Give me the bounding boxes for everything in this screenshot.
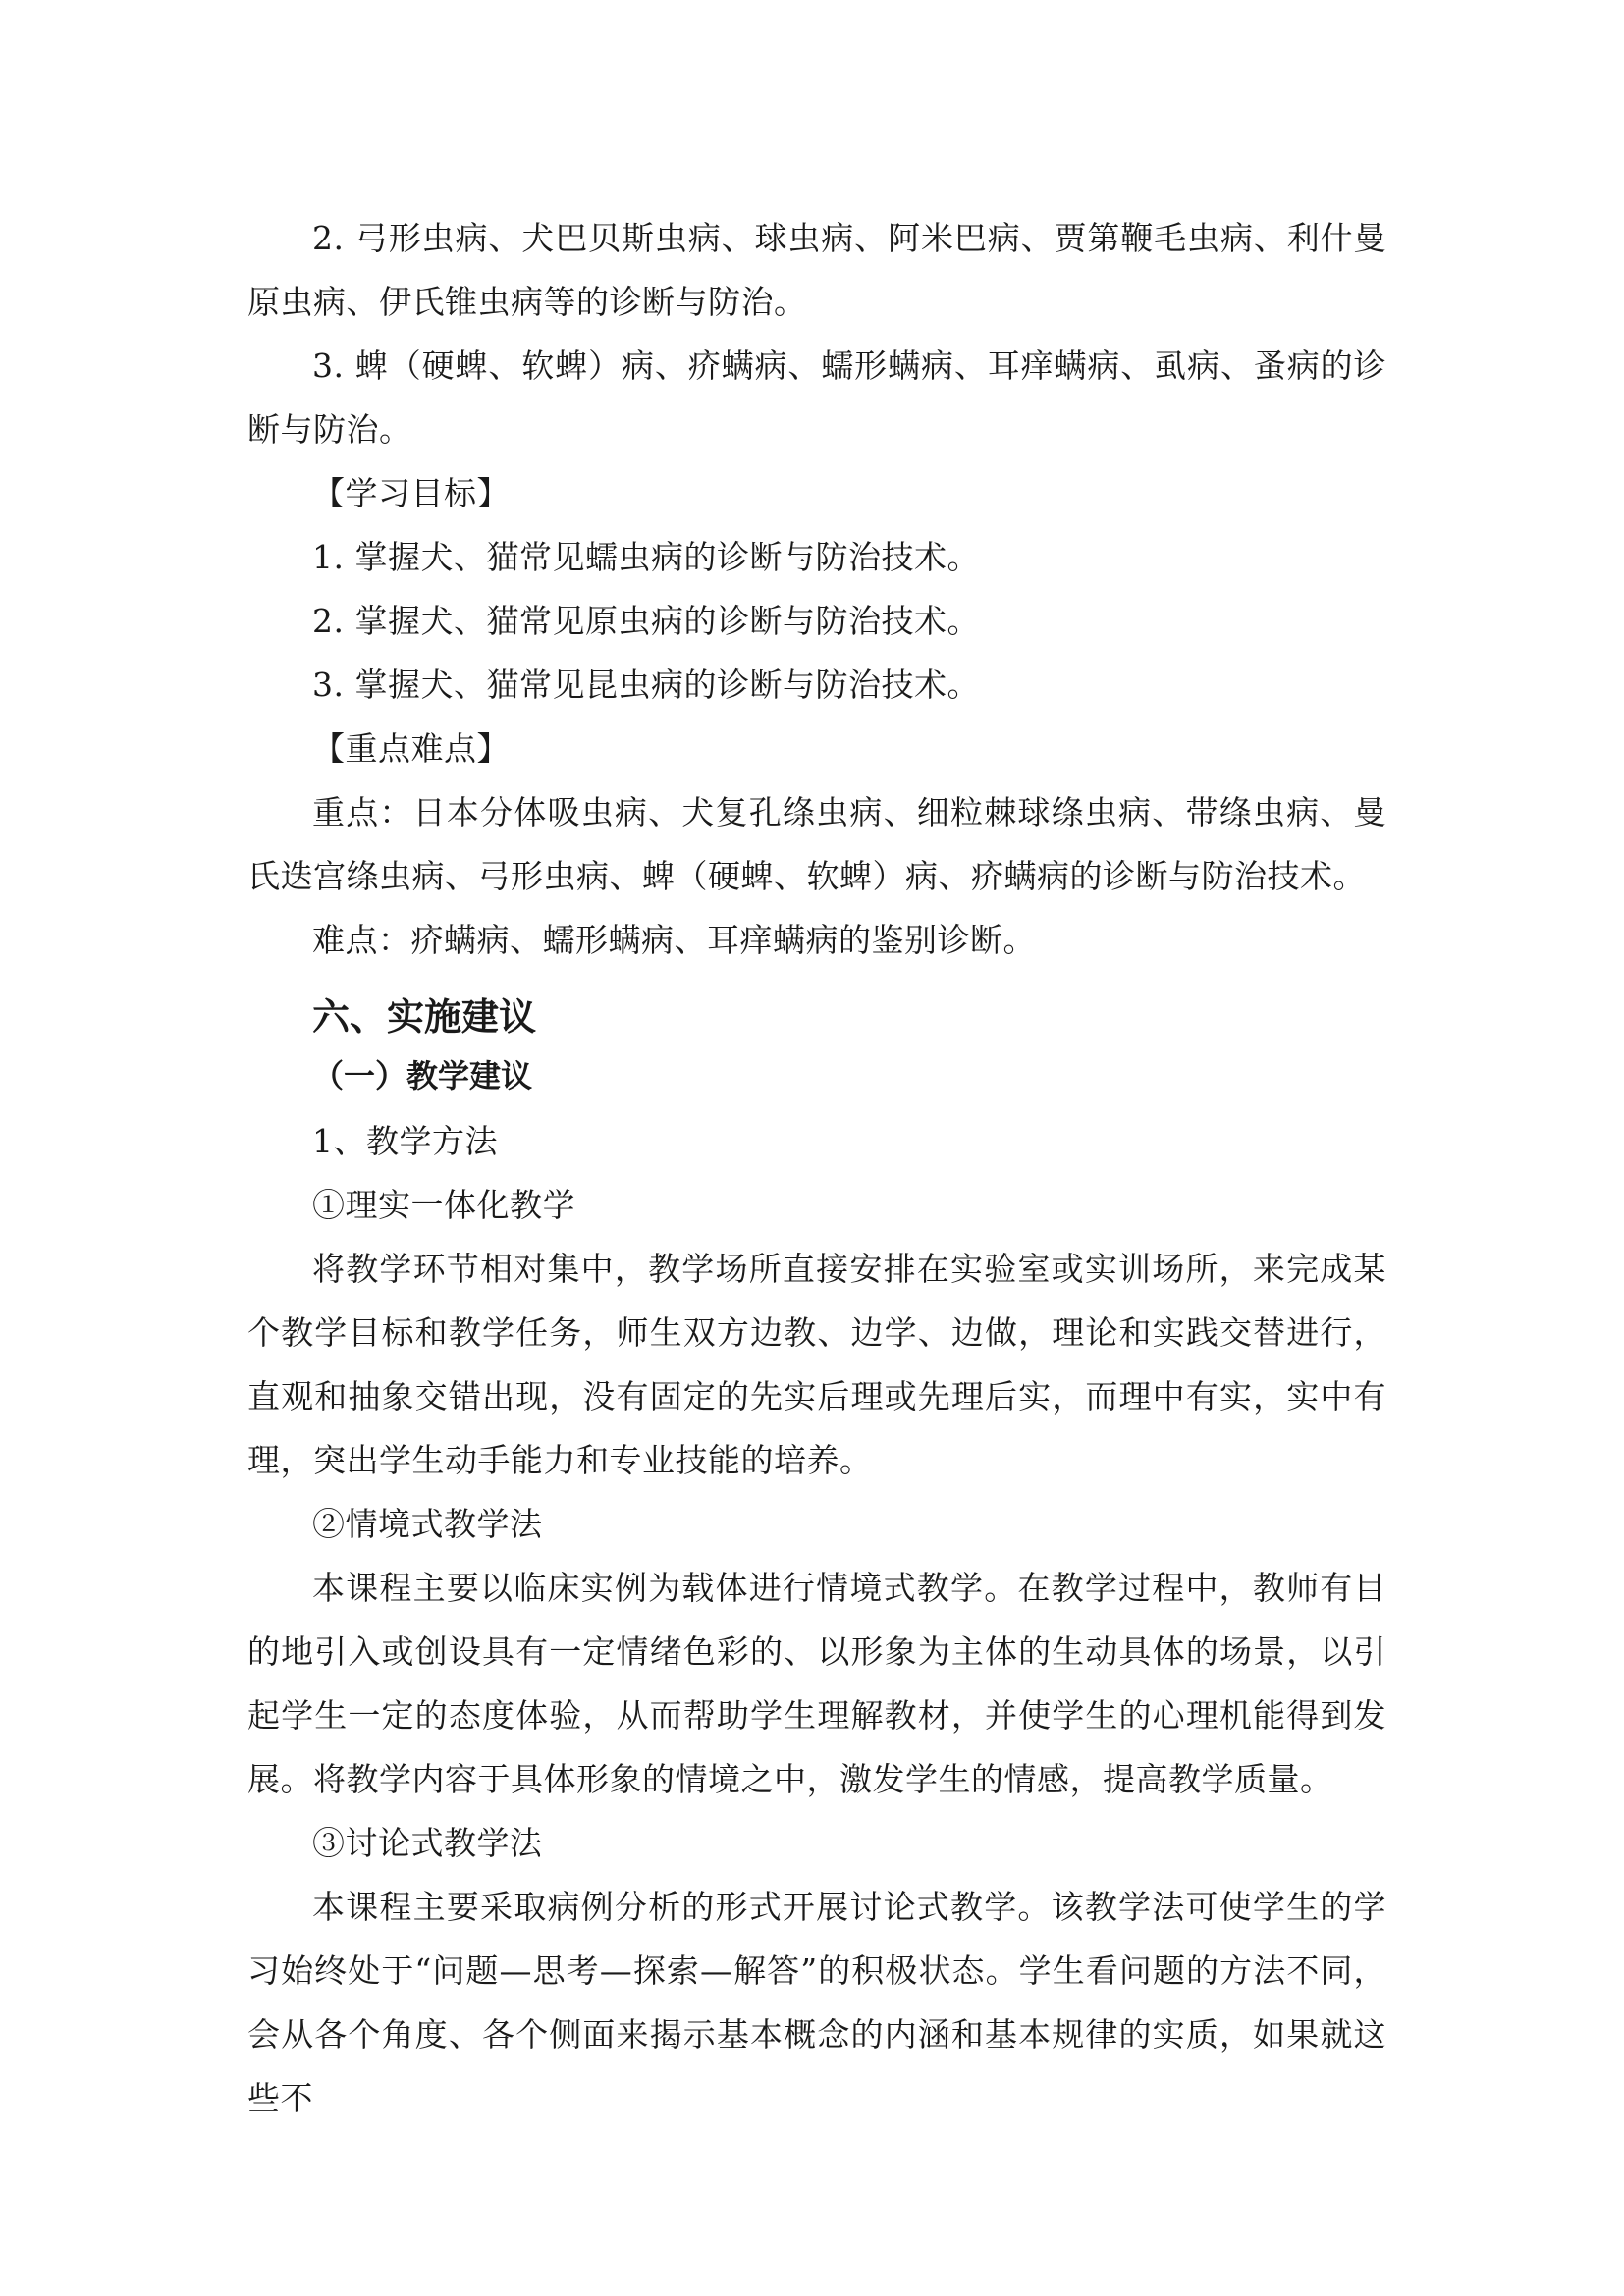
paragraph: 3. 蜱（硬蜱、软蜱）病、疥螨病、蠕形螨病、耳痒螨病、虱病、蚤病的诊断与防治。: [247, 347, 1386, 449]
paragraph: 将教学环节相对集中，教学场所直接安排在实验室或实训场所，来完成某个教学目标和教学任务，师生双方边教、边学、边做，理论和实践交替进行，直观和抽象交错出现，没有固定的先实后理或先理后实，而理中有实，实中有理，突出学生动手能力和专业技能的培养。: [247, 1250, 1386, 1479]
method-title: ①理实一体化教学: [312, 1186, 575, 1224]
paragraph: 重点：日本分体吸虫病、犬复孔绦虫病、细粒棘球绦虫病、带绦虫病、曼氏迭宫绦虫病、弓形虫病、蜱（硬蜱、软蜱）病、疥螨病的诊断与防治技术。: [247, 793, 1386, 895]
list-item: 1、教学方法: [312, 1122, 498, 1160]
list-item: 3. 掌握犬、猫常见昆虫病的诊断与防治技术。: [312, 666, 980, 704]
paragraph: 本课程主要以临床实例为载体进行情境式教学。在教学过程中，教师有目的地引入或创设具有一定情绪色彩的、以形象为主体的生动具体的场景，以引起学生一定的态度体验，从而帮助学生理解教材，并使学生的心理机能得到发展。将教学内容于具体形象的情境之中，激发学生的情感，提高教学质量。: [247, 1569, 1386, 1798]
method-title: ②情境式教学法: [312, 1505, 543, 1543]
section-heading: 六、实施建议: [312, 995, 537, 1039]
method-title: ③讨论式教学法: [312, 1824, 543, 1862]
section-label: 【重点难点】: [312, 729, 510, 768]
paragraph: 2. 弓形虫病、犬巴贝斯虫病、球虫病、阿米巴病、贾第鞭毛虫病、利什曼原虫病、伊氏锥虫病等的诊断与防治。: [247, 219, 1386, 321]
list-item: 2. 掌握犬、猫常见原虫病的诊断与防治技术。: [312, 602, 980, 640]
section-label: 【学习目标】: [312, 474, 510, 512]
paragraph: 本课程主要采取病例分析的形式开展讨论式教学。该教学法可使学生的学习始终处于“问题—思考—探索—解答”的积极状态。学生看问题的方法不同，会从各个角度、各个侧面来揭示基本概念的内涵和基本规律的实质，如果就这些不: [247, 1888, 1386, 2117]
document-page: [247, 206, 1386, 2130]
list-item: 1. 掌握犬、猫常见蠕虫病的诊断与防治技术。: [312, 538, 980, 576]
subsection-heading: （一）教学建议: [312, 1057, 533, 1095]
paragraph: 难点：疥螨病、蠕形螨病、耳痒螨病的鉴别诊断。: [312, 921, 1036, 959]
